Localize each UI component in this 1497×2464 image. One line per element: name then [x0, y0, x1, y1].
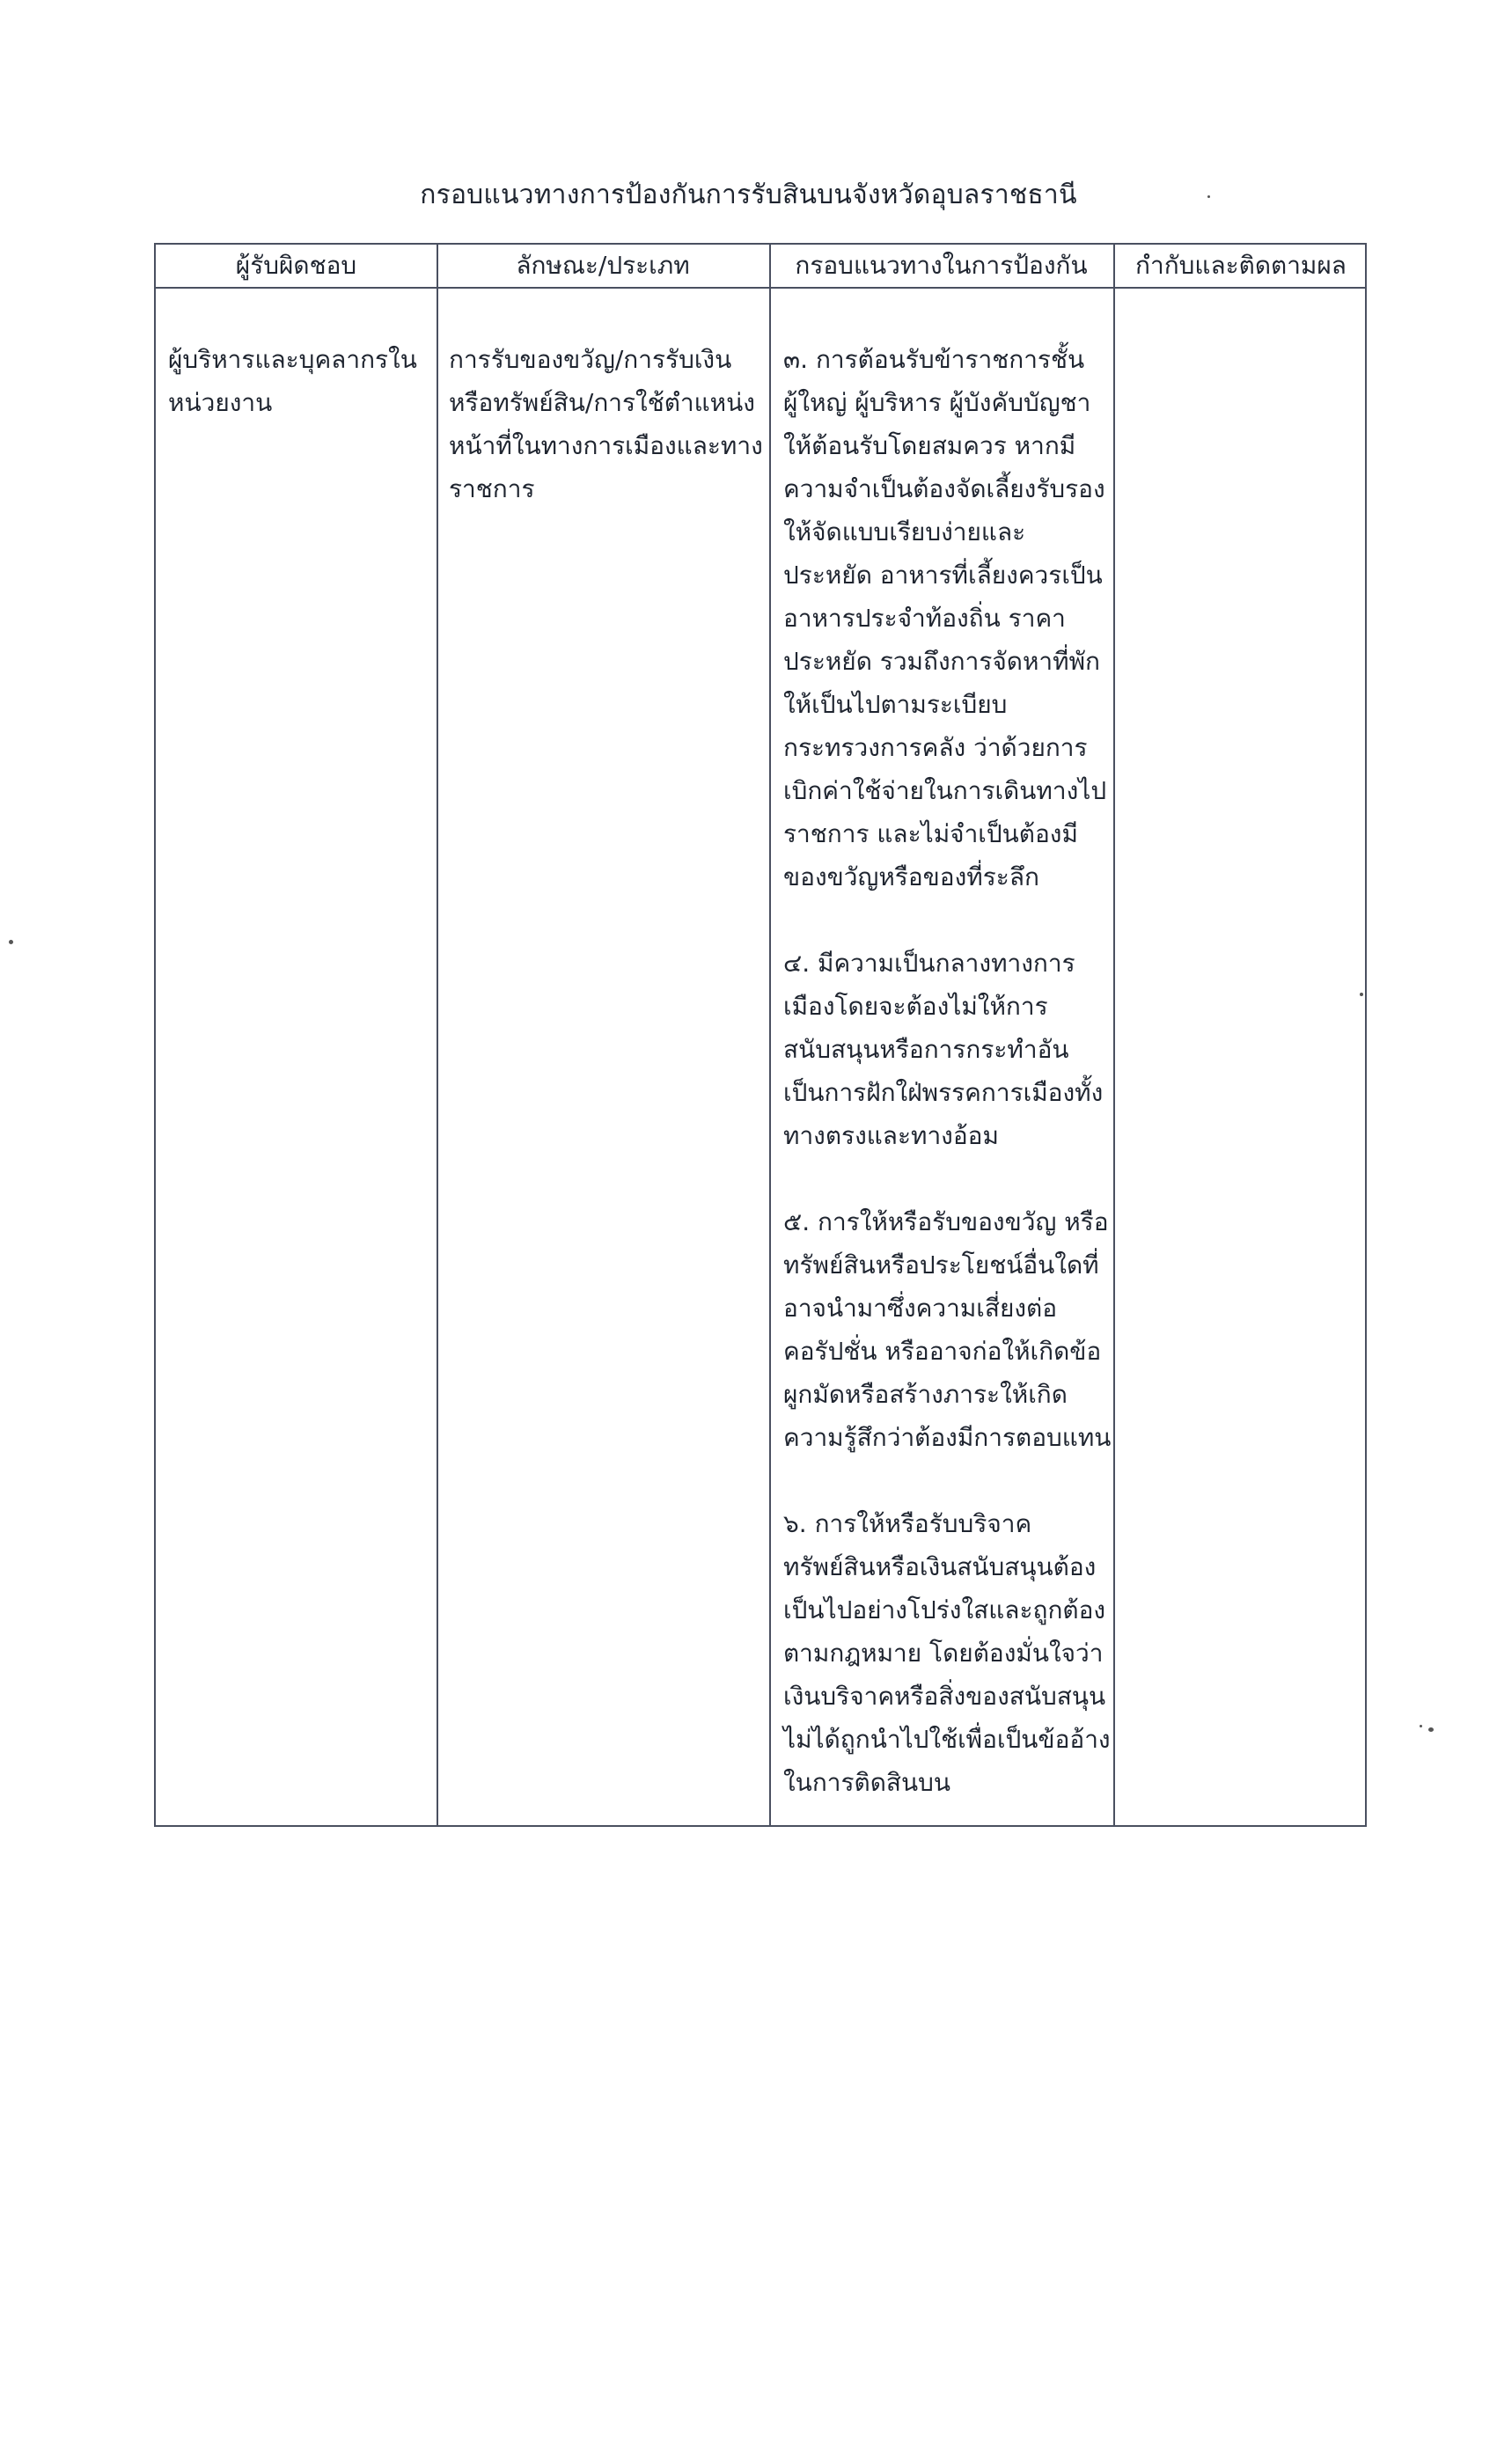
- cell-line: ทรัพย์สินหรือเงินสนับสนุนต้อง: [783, 1552, 1097, 1581]
- cell-line: กระทรวงการคลัง ว่าด้วยการ: [783, 733, 1088, 762]
- header-responsible: ผู้รับผิดชอบ: [235, 251, 357, 280]
- cell-line: ๔. มีความเป็นกลางทางการ: [783, 949, 1075, 978]
- cell-line: เมืองโดยจะต้องไม่ให้การ: [783, 992, 1048, 1021]
- cell-line: ให้จัดแบบเรียบง่ายและ: [783, 517, 1026, 546]
- cell-line: ไม่ได้ถูกนำไปใช้เพื่อเป็นข้ออ้าง: [783, 1725, 1111, 1754]
- cell-responsible: [168, 338, 417, 424]
- cell-line: เบิกค่าใช้จ่ายในการเดินทางไป: [783, 776, 1107, 805]
- scan-speck: [1207, 195, 1210, 198]
- guideline-item-3: [783, 338, 1111, 898]
- cell-line: หน้าที่ในทางการเมืองและทาง: [449, 431, 763, 460]
- cell-line: ให้เป็นไปตามระเบียบ: [783, 690, 1008, 719]
- cell-line: ของขวัญหรือของที่ระลึก: [783, 862, 1039, 891]
- cell-line: คอรัปชั่น หรืออาจก่อให้เกิดข้อ: [783, 1337, 1102, 1366]
- guideline-table: [154, 243, 1367, 1827]
- cell-line: ความรู้สึกว่าต้องมีการตอบแทน: [783, 1423, 1112, 1452]
- guideline-item-6: [783, 1502, 1111, 1804]
- cell-line: ทรัพย์สินหรือประโยชน์อื่นใดที่: [783, 1250, 1099, 1280]
- cell-line: ทางตรงและทางอ้อม: [783, 1121, 999, 1150]
- cell-line: ความจำเป็นต้องจัดเลี้ยงรับรอง: [783, 474, 1105, 503]
- cell-line: ราชการ: [449, 474, 535, 503]
- cell-line: ในการติดสินบน: [783, 1768, 951, 1797]
- column-divider: [437, 245, 438, 1825]
- guideline-item-4: [783, 942, 1111, 1157]
- cell-line: ผูกมัดหรือสร้างภาระให้เกิด: [783, 1380, 1068, 1409]
- cell-line: อาจนำมาซึ่งความเสี่ยงต่อ: [783, 1294, 1058, 1323]
- cell-line: ผู้บริหารและบุคลากรใน: [168, 345, 417, 374]
- cell-type: [449, 338, 763, 510]
- cell-line: การรับของขวัญ/การรับเงิน: [449, 345, 732, 374]
- header-monitoring: กำกับและติดตามผล: [1135, 251, 1347, 280]
- scan-speck: [1420, 1725, 1422, 1727]
- guideline-item-5: [783, 1200, 1111, 1459]
- header-type: ลักษณะ/ประเภท: [516, 251, 690, 280]
- document-title: กรอบแนวทางการป้องกันการรับสินบนจังหวัดอุบลราชธานี: [420, 180, 1077, 210]
- column-divider: [1113, 245, 1115, 1825]
- cell-line: เป็นไปอย่างโปร่งใสและถูกต้อง: [783, 1595, 1106, 1624]
- scan-speck: [1360, 993, 1363, 996]
- cell-line: ผู้ใหญ่ ผู้บริหาร ผู้บังคับบัญชา: [783, 388, 1091, 417]
- cell-line: หรือทรัพย์สิน/การใช้ตำแหน่ง: [449, 388, 755, 417]
- cell-line: ตามกฎหมาย โดยต้องมั่นใจว่า: [783, 1639, 1104, 1668]
- cell-line: ประหยัด อาหารที่เลี้ยงควรเป็น: [783, 561, 1103, 590]
- cell-line: เงินบริจาคหรือสิ่งของสนับสนุน: [783, 1682, 1106, 1711]
- cell-line: ประหยัด รวมถึงการจัดหาที่พัก: [783, 647, 1100, 676]
- cell-line: ๕. การให้หรือรับของขวัญ หรือ: [783, 1207, 1109, 1236]
- cell-line: ราชการ และไม่จำเป็นต้องมี: [783, 819, 1078, 848]
- cell-line: ๓. การต้อนรับข้าราชการชั้น: [783, 345, 1085, 374]
- cell-line: สนับสนุนหรือการกระทำอัน: [783, 1035, 1069, 1064]
- cell-line: ๖. การให้หรือรับบริจาค: [783, 1509, 1032, 1538]
- cell-line: อาหารประจำท้องถิ่น ราคา: [783, 604, 1066, 633]
- cell-line: หน่วยงาน: [168, 388, 273, 417]
- scan-speck: [1428, 1727, 1434, 1732]
- scan-speck: [9, 940, 13, 944]
- cell-line: ให้ต้อนรับโดยสมควร หากมี: [783, 431, 1076, 460]
- cell-guidelines: [783, 338, 1111, 1804]
- header-guidelines: กรอบแนวทางในการป้องกัน: [795, 251, 1088, 280]
- column-divider: [769, 245, 771, 1825]
- cell-line: เป็นการฝักใฝ่พรรคการเมืองทั้ง: [783, 1078, 1104, 1107]
